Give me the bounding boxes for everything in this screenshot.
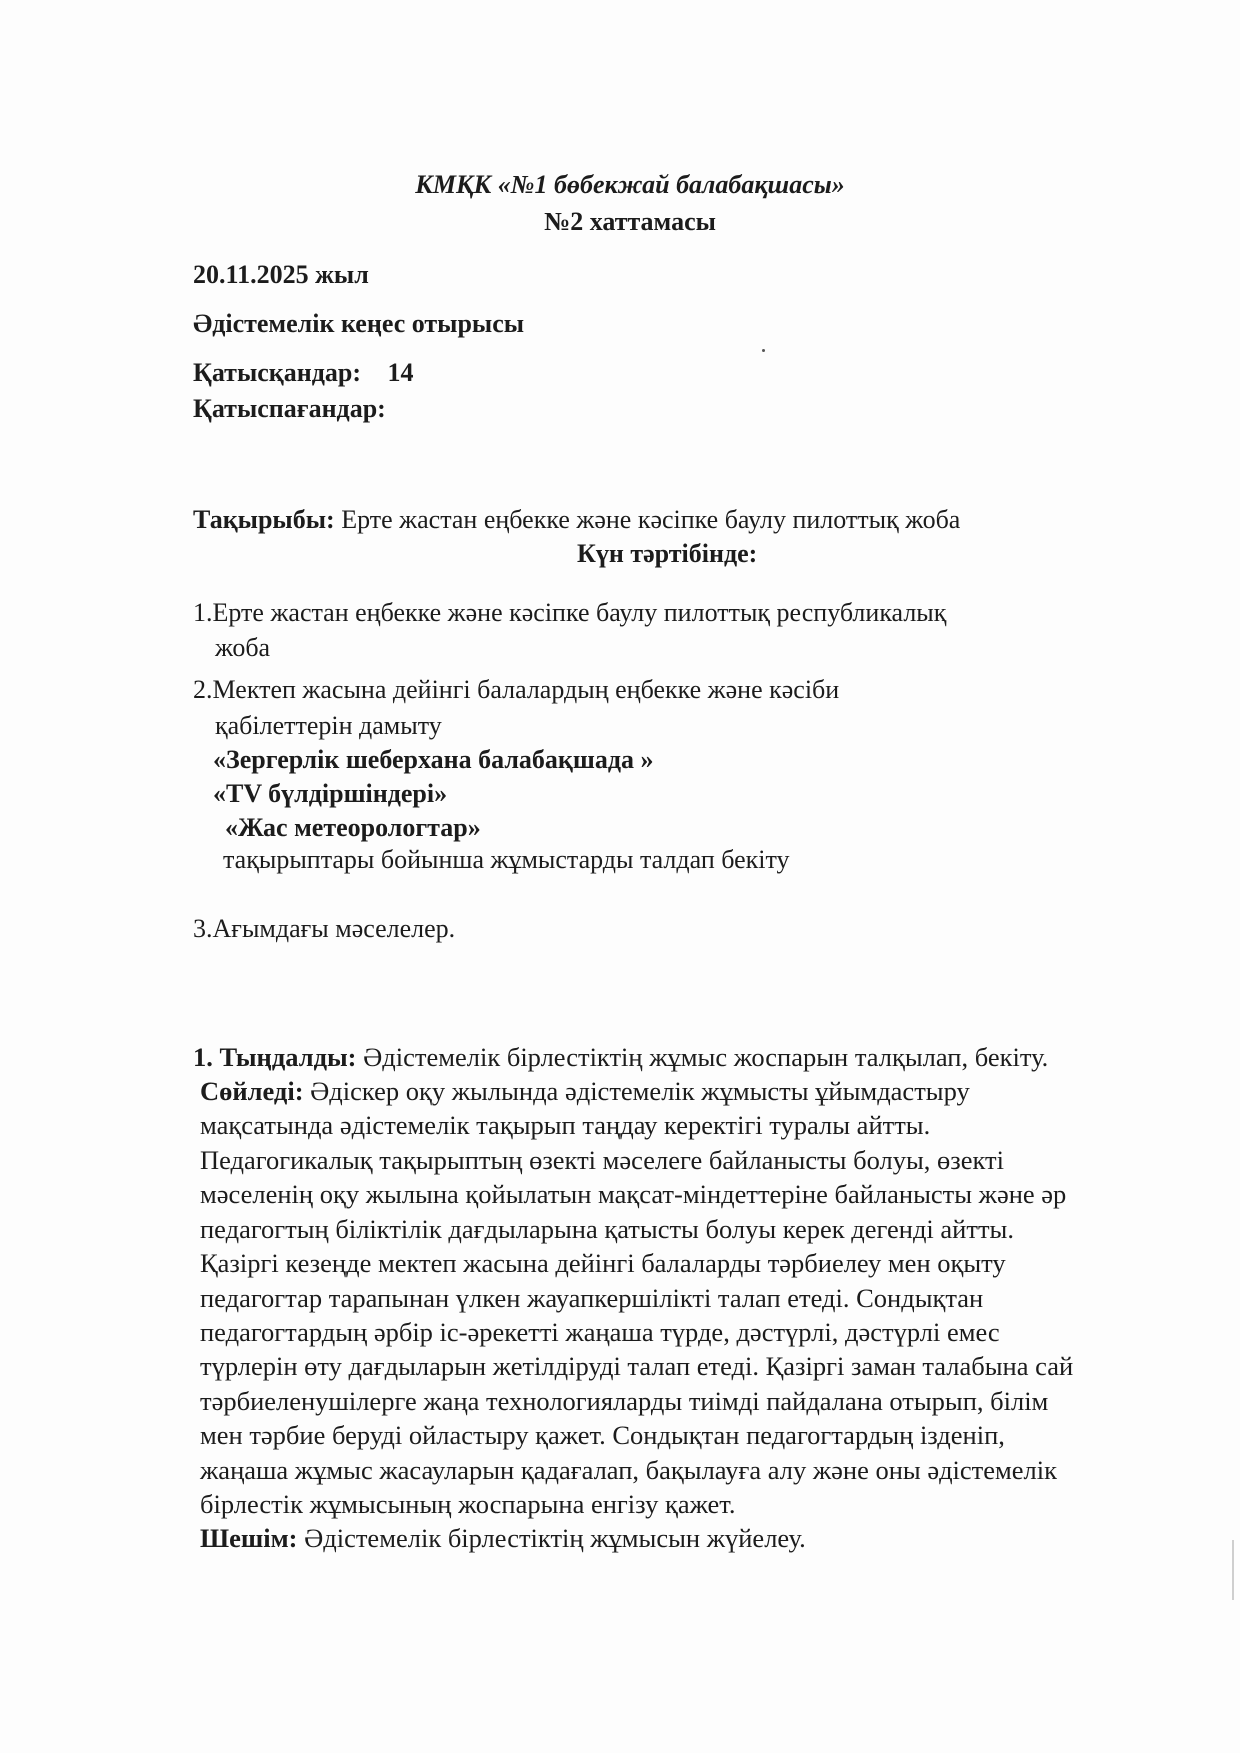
body-line: педагогтардың әрбір іс-әрекетті жаңаша түрде, дәстүрлі, дәстүрлі емес bbox=[200, 1317, 1000, 1347]
attended-label: Қатысқандар: bbox=[193, 358, 362, 387]
scan-edge-mark bbox=[1232, 1540, 1234, 1600]
body-line: педагогтар тарапынан үлкен жауапкершілікті талап етеді. Сондықтан bbox=[200, 1283, 984, 1313]
agenda-item-2-line-1: 2.Мектеп жасына дейінгі балалардың еңбекке және кәсіби bbox=[193, 675, 840, 704]
body-line: тәрбиеленушілерге жаңа технологияларды тиімді пайдалана отырып, білім bbox=[200, 1386, 1049, 1416]
agenda-item-1-line-1: 1.Ерте жастан еңбекке және кәсіпке баулу пилоттық республикалық bbox=[193, 598, 947, 627]
body-line: Қазіргі кезеңде мектеп жасына дейінгі балаларды тәрбиелеу мен оқыту bbox=[200, 1248, 1006, 1278]
agenda-item-2-sub-1: «Зергерлік шеберхана балабақшада » bbox=[213, 745, 654, 774]
topic-text: Ерте жастан еңбекке және кәсіпке баулу пилоттық жоба bbox=[334, 505, 961, 534]
heard-text: Әдістемелік бірлестіктің жұмыс жоспарын талқылап, бекіту. bbox=[356, 1042, 1049, 1072]
decision-text: Әдістемелік бірлестіктің жұмысын жүйелеу. bbox=[297, 1523, 806, 1553]
absent-label: Қатыспағандар: bbox=[193, 394, 386, 423]
scan-speck bbox=[762, 349, 765, 352]
decision-label: Шешім: bbox=[200, 1523, 298, 1553]
body-line: Педагогикалық тақырыптың өзекті мәселеге байланысты болуы, өзекті bbox=[200, 1145, 1004, 1175]
agenda-item-3: 3.Ағымдағы мәселелер. bbox=[193, 914, 456, 943]
heard-label: 1. Тыңдалды: bbox=[193, 1042, 357, 1072]
body-line: бірлестік жұмысының жоспарына енгізу қажет. bbox=[200, 1489, 736, 1519]
body-line: жаңаша жұмыс жасауларын қадағалап, бақылауға алу және оны әдістемелік bbox=[200, 1455, 1058, 1485]
agenda-item-2-line-3: тақырыптары бойынша жұмыстарды талдап бекіту bbox=[223, 845, 790, 874]
spoke-label: Сөйледі: bbox=[200, 1076, 304, 1106]
agenda-item-1-line-2: жоба bbox=[215, 633, 271, 662]
agenda-item-2-line-2: қабілеттерін дамыту bbox=[215, 711, 442, 740]
org-title: КМҚК «№1 бөбекжай балабақшасы» bbox=[415, 170, 845, 199]
attended-count: 14 bbox=[387, 358, 414, 387]
body-line: мақсатында әдістемелік тақырып таңдау керектігі туралы айтты. bbox=[200, 1110, 931, 1140]
topic-label: Тақырыбы: bbox=[193, 505, 335, 534]
agenda-item-2-sub-2: «TV бүлдіршіндері» bbox=[213, 779, 448, 808]
agenda-title: Күн тәртібінде: bbox=[577, 539, 758, 568]
spoke-row bbox=[200, 1074, 970, 1108]
attended-row bbox=[193, 356, 414, 390]
body-line: мәселенің оқу жылына қойылатын мақсат-міндеттеріне байланысты және әр bbox=[200, 1179, 1067, 1209]
agenda-item-2-sub-3: «Жас метеорологтар» bbox=[225, 813, 481, 842]
meeting-type: Әдістемелік кеңес отырысы bbox=[193, 309, 525, 338]
body-line: педагогтың біліктілік дағдыларына қатысты болуы керек дегенді айтты. bbox=[200, 1214, 1014, 1244]
body-line: түрлерін өту дағдыларын жетілдіруді талап етеді. Қазіргі заман талабына сай bbox=[200, 1351, 1074, 1381]
body-line: мен тәрбие беруді ойластыру қажет. Сондықтан педагогтардың ізденіп, bbox=[200, 1420, 1005, 1450]
topic-row bbox=[193, 503, 960, 537]
protocol-title: №2 хаттамасы bbox=[544, 207, 716, 236]
spoke-first-line: Әдіскер оқу жылында әдістемелік жұмысты ұйымдастыру bbox=[303, 1076, 970, 1106]
meeting-date: 20.11.2025 жыл bbox=[193, 260, 369, 289]
heard-row bbox=[193, 1040, 1048, 1074]
decision-row bbox=[200, 1521, 806, 1555]
